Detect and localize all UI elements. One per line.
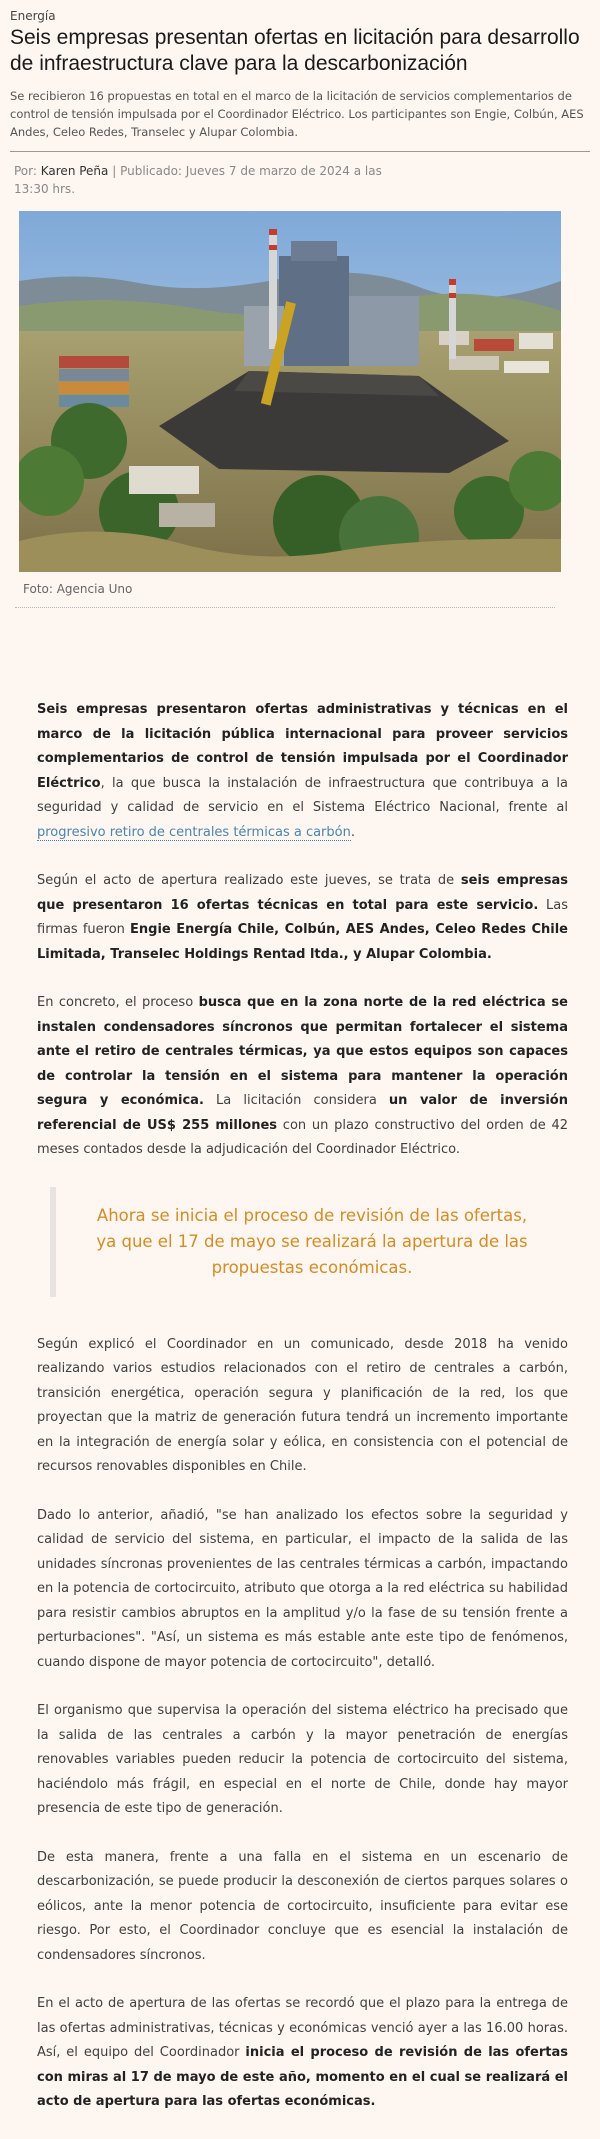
paragraph-3 xyxy=(37,991,568,1163)
byline xyxy=(14,162,394,198)
published-label: Publicado: xyxy=(120,164,182,178)
paragraph-1-bold: Seis empresas presentaron ofertas administrativas y técnicas en el marco de la licitación pública internacional para proveer servicios complementarios de control de tensión impulsada por el Coordinador Eléctrico xyxy=(37,702,568,791)
paragraph-2-bold-1: seis empresas que presentaron 16 ofertas técnicas en total para este servicio. xyxy=(37,873,568,913)
paragraph-8-text: En el acto de apertura de las ofertas se recordó que el plazo para la entrega de las ofertas administrativas, técnicas y económicas venció ayer a las 16.00 horas. Así, el equipo del Coordinador xyxy=(37,1996,568,2060)
headline: Seis empresas presentan ofertas en licitación para desarrollo de infraestructura clave para la descarbonización xyxy=(10,26,580,75)
paragraph-3-text-2: La licitación considera xyxy=(203,1093,389,1108)
paragraph-3-text-1: En concreto, el proceso xyxy=(37,995,199,1010)
paragraph-2-bold-2: Engie Energía Chile, Colbún, AES Andes, Celeo Redes Chile Limitada, Transelec Holdings Rentad ltda., y Alupar Colombia. xyxy=(37,922,568,962)
power-plant-illustration xyxy=(19,211,561,572)
photo-caption: Foto: Agencia Uno xyxy=(23,582,133,596)
paragraph-7: De esta manera, frente a una falla en el sistema en un escenario de descarbonización, se puede producir la desconexión de ciertos parques solares o eólicos, ante la menor potencia de cortocircuito, insuficiente para evitar ese riesgo. Por esto, el Coordinador concluye que es esencial la instalación de condensadores síncronos. xyxy=(37,1849,568,1963)
paragraph-1-end: . xyxy=(350,824,355,840)
subtitle: Se recibieron 16 propuestas en total en el marco de la licitación de servicios complementarios de control de tensión impulsada por el Coordinador Eléctrico. Los participantes son Engie, Colbún, AES Andes, Celeo Redes, Transelec y Alupar Colombia. xyxy=(10,89,584,139)
paragraph-3-bold-1: busca que en la zona norte de la red eléctrica se instalen condensadores síncronos que permitan fortalecer el sistema ante el retiro de centrales térmicas, ya que estos equipos son capaces de controlar la tensión en el sistema para mantener la operación segura y económica. xyxy=(37,995,568,1108)
published-date: Jueves 7 de marzo de 2024 a las 13:30 hrs. xyxy=(14,164,382,196)
pull-quote-text: Ahora se inicia el proceso de revisión de las ofertas, ya que el 17 de mayo se realizará la apertura de las propuestas económicas. xyxy=(96,1205,528,1277)
paragraph-5: Dado lo anterior, añadió, "se han analizado los efectos sobre la seguridad y calidad de servicio del sistema, en particular, el impacto de la salida de las unidades síncronas provenientes de las centrales térmicas a carbón, impactando en la potencia de cortocircuito, atributo que otorga a la red eléctrica su habilidad para resistir cambios abruptos en la amplitud y/o la fase de su tensión frente a perturbaciones". "Así, un sistema es más estable ante este tipo de fenómenos, cuando dispone de mayor potencia de cortocircuito", detalló. xyxy=(37,1507,568,1670)
article-body xyxy=(37,698,568,2139)
paragraph-3-text-3: con un plazo constructivo del orden de 42 meses contados desde la adjudicación del Coordinador Eléctrico. xyxy=(37,1117,569,1157)
article-photo xyxy=(19,211,561,572)
paragraph-1 xyxy=(37,698,568,845)
byline-separator: | xyxy=(112,164,117,178)
paragraph-8-bold: inicia el proceso de revisión de las ofertas con miras al 17 de mayo de este año, momento en el cual se realizará el acto de apertura para las ofertas económicas. xyxy=(37,2045,568,2109)
paragraph-8 xyxy=(37,1992,568,2115)
by-label: Por: xyxy=(14,164,37,178)
header-divider xyxy=(10,151,590,152)
paragraph-3-bold-2: un valor de inversión referencial de US$ 255 millones xyxy=(37,1093,568,1133)
pull-quote xyxy=(50,1187,568,1297)
paragraph-2 xyxy=(37,869,568,967)
paragraph-4: Según explicó el Coordinador en un comunicado, desde 2018 ha venido realizando varios estudios relacionados con el retiro de centrales a carbón, transición energética, operación segura y planificación de la red, los que proyectan que la matriz de generación futura tendrá un incremento importante en la integración de energía solar y eólica, en consistencia con el potencial de recursos renovables disponibles en Chile. xyxy=(37,1336,568,1474)
paragraph-2-text-2: Las firmas fueron xyxy=(37,897,568,937)
paragraph-6: El organismo que supervisa la operación del sistema eléctrico ha precisado que la salida de las centrales a carbón y la mayor penetración de energías renovables variables pueden reducir la potencia de cortocircuito del sistema, haciéndolo más frágil, en especial en el norte de Chile, donde hay mayor presencia de este tipo de generación. xyxy=(37,1703,568,1816)
paragraph-2-text-1: Según el acto de apertura realizado este jueves, se trata de xyxy=(37,873,461,888)
category-label[interactable]: Energía xyxy=(10,9,56,23)
article-header xyxy=(0,0,600,152)
carbon-retirement-link[interactable]: progresivo retiro de centrales térmicas a carbón xyxy=(37,824,351,840)
author-link[interactable]: Karen Peña xyxy=(40,164,109,178)
paragraph-1-text: , la que busca la instalación de infraestructura que contribuya a la seguridad y calidad de servicio en el Sistema Eléctrico Nacional, frente al xyxy=(37,775,568,815)
caption-divider xyxy=(15,607,555,608)
